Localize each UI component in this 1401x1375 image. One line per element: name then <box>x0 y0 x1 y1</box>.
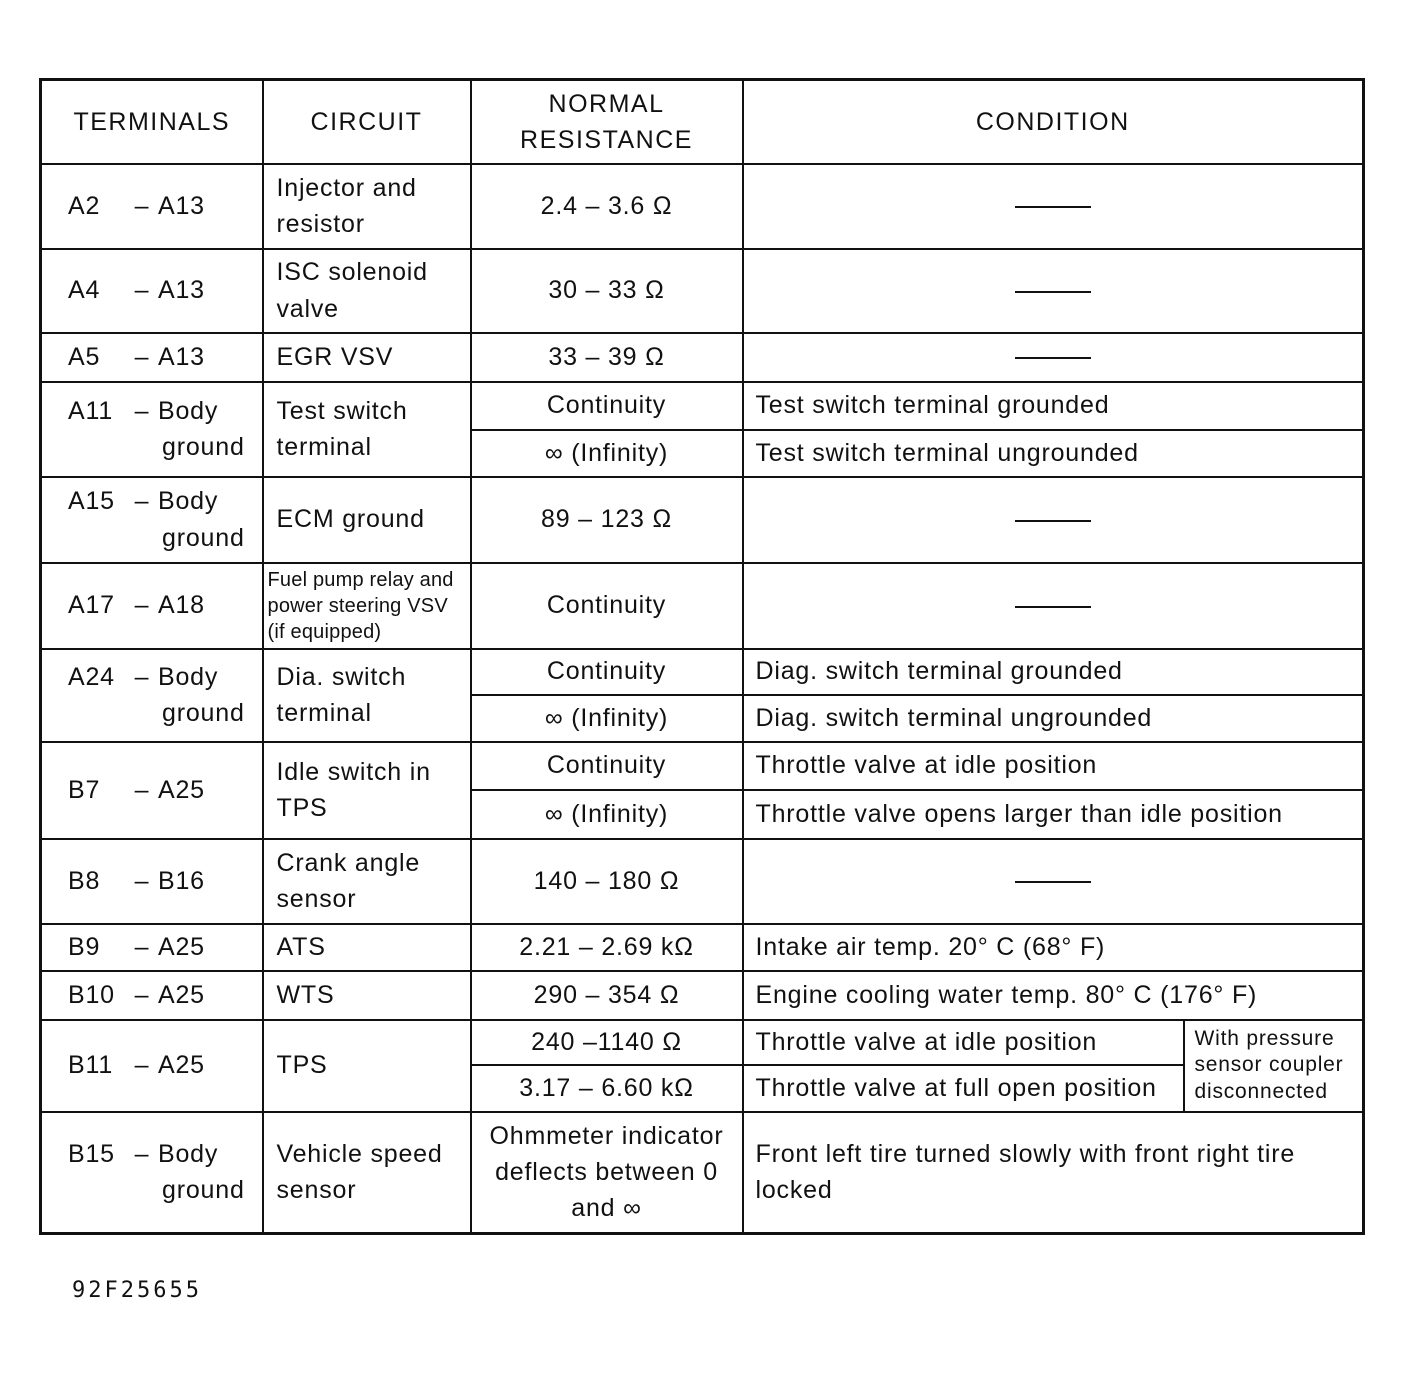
terminal-to: Body <box>158 396 219 425</box>
resistance-cell: 140 – 180 Ω <box>471 839 743 924</box>
header-terminals: TERMINALS <box>41 80 263 164</box>
terminal-cell: A5 – A13 <box>41 333 263 382</box>
no-condition-dash <box>1015 291 1091 293</box>
circuit-cell: TPS <box>263 1020 471 1112</box>
terminal-to: A25 <box>158 980 205 1009</box>
terminal-from: A11 <box>68 396 114 425</box>
terminal-resistance-table <box>39 78 1365 1235</box>
condition-cell <box>743 333 1364 382</box>
condition-cell <box>743 839 1364 924</box>
circuit-cell: Vehicle speed sensor <box>263 1112 471 1234</box>
no-condition-dash <box>1015 206 1091 208</box>
condition-cell <box>743 249 1364 333</box>
header-resistance-line1: NORMAL <box>548 89 665 118</box>
terminal-to-ground: ground <box>162 433 245 461</box>
terminal-to: Body <box>158 662 219 691</box>
terminal-from: A5 <box>68 342 101 371</box>
terminal-cell: A24 – Body ground <box>41 649 263 742</box>
terminal-from: B9 <box>68 932 101 961</box>
resistance-cell: 30 – 33 Ω <box>471 249 743 333</box>
terminal-cell: B10 – A25 <box>41 971 263 1020</box>
terminal-cell: B7 – A25 <box>41 742 263 839</box>
terminal-from: A2 <box>68 191 101 220</box>
table-row <box>41 1020 1364 1065</box>
terminal-cell: A4 – A13 <box>41 249 263 333</box>
resistance-cell: Continuity <box>471 382 743 430</box>
table-row <box>41 924 1364 971</box>
terminal-from: A17 <box>68 591 115 620</box>
condition-cell: Engine cooling water temp. 80° C (176° F) <box>743 971 1364 1020</box>
resistance-cell: 240 –1140 Ω <box>471 1020 743 1065</box>
table-row <box>41 249 1364 333</box>
terminal-to: B16 <box>158 866 205 895</box>
terminal-cell: B8 – B16 <box>41 839 263 924</box>
terminal-from: A15 <box>68 487 115 516</box>
terminal-to: A18 <box>158 591 205 620</box>
table-row <box>41 1112 1364 1234</box>
condition-cell: Test switch terminal grounded <box>743 382 1364 430</box>
condition-cell: Throttle valve at idle position <box>743 1020 1184 1065</box>
resistance-cell: Continuity <box>471 742 743 790</box>
circuit-cell: Crank angle sensor <box>263 839 471 924</box>
terminal-cell: A15 – Body ground <box>41 477 263 563</box>
circuit-cell: WTS <box>263 971 471 1020</box>
circuit-cell: ATS <box>263 924 471 971</box>
resistance-cell: Continuity <box>471 563 743 649</box>
table-row <box>41 839 1364 924</box>
condition-cell: Throttle valve opens larger than idle position <box>743 790 1364 839</box>
resistance-cell: Continuity <box>471 649 743 695</box>
condition-cell <box>743 563 1364 649</box>
terminal-to: A25 <box>158 1051 205 1080</box>
terminal-from: A24 <box>68 662 115 691</box>
condition-cell <box>743 164 1364 249</box>
header-circuit: CIRCUIT <box>263 80 471 164</box>
table-row <box>41 164 1364 249</box>
terminal-to: A13 <box>158 276 205 305</box>
condition-cell: Throttle valve at idle position <box>743 742 1364 790</box>
terminal-to-ground: ground <box>162 523 245 552</box>
table-row <box>41 971 1364 1020</box>
condition-cell: Diag. switch terminal ungrounded <box>743 695 1364 742</box>
resistance-cell: ∞ (Infinity) <box>471 790 743 839</box>
table-row <box>41 333 1364 382</box>
table-row <box>41 563 1364 649</box>
terminal-to: Body <box>158 487 219 516</box>
terminal-cell: B15 – Body ground <box>41 1112 263 1234</box>
condition-cell <box>743 477 1364 563</box>
terminal-from: B10 <box>68 980 115 1009</box>
condition-cell: Intake air temp. 20° C (68° F) <box>743 924 1364 971</box>
table-row <box>41 382 1364 430</box>
terminal-from: B11 <box>68 1051 114 1080</box>
resistance-cell: ∞ (Infinity) <box>471 695 743 742</box>
resistance-cell: 290 – 354 Ω <box>471 971 743 1020</box>
terminal-to: A13 <box>158 191 205 220</box>
terminal-from: B8 <box>68 866 101 895</box>
condition-cell: Test switch terminal ungrounded <box>743 430 1364 477</box>
condition-note-cell: With pressure sensor coupler disconnected <box>1184 1020 1364 1112</box>
condition-cell: Front left tire turned slowly with front right tire locked <box>743 1112 1364 1234</box>
circuit-cell: Idle switch in TPS <box>263 742 471 839</box>
terminal-to: A13 <box>158 342 205 371</box>
resistance-cell: 3.17 – 6.60 kΩ <box>471 1065 743 1112</box>
resistance-cell: ∞ (Infinity) <box>471 430 743 477</box>
header-row <box>41 80 1364 164</box>
terminal-from: B15 <box>68 1140 115 1168</box>
terminal-cell: B9 – A25 <box>41 924 263 971</box>
table-row <box>41 649 1364 695</box>
resistance-cell: 2.4 – 3.6 Ω <box>471 164 743 249</box>
table-row <box>41 742 1364 790</box>
terminal-cell: A11 – Body ground <box>41 382 263 477</box>
terminal-from: B7 <box>68 775 101 804</box>
terminal-to: Body <box>158 1140 219 1168</box>
no-condition-dash <box>1015 520 1091 522</box>
resistance-cell: Ohmmeter indicator deflects between 0 and ∞ <box>471 1112 743 1234</box>
terminal-cell: B11 – A25 <box>41 1020 263 1112</box>
resistance-table-container <box>39 78 1362 1235</box>
terminal-to-ground: ground <box>162 699 245 727</box>
terminal-cell: A17 – A18 <box>41 563 263 649</box>
resistance-cell: 33 – 39 Ω <box>471 333 743 382</box>
resistance-cell: 2.21 – 2.69 kΩ <box>471 924 743 971</box>
condition-cell: Throttle valve at full open position <box>743 1065 1184 1112</box>
terminal-from: A4 <box>68 276 101 305</box>
terminal-to-ground: ground <box>162 1176 245 1205</box>
condition-cell: Diag. switch terminal grounded <box>743 649 1364 695</box>
circuit-cell: EGR VSV <box>263 333 471 382</box>
resistance-cell: 89 – 123 Ω <box>471 477 743 563</box>
no-condition-dash <box>1015 881 1091 883</box>
circuit-cell: Dia. switch terminal <box>263 649 471 742</box>
terminal-to: A25 <box>158 775 205 804</box>
header-resistance-line2: RESISTANCE <box>520 125 693 154</box>
figure-id: 92F25655 <box>72 1278 202 1303</box>
header-normal-resistance <box>471 80 743 164</box>
table-row <box>41 477 1364 563</box>
no-condition-dash <box>1015 357 1091 359</box>
circuit-cell: ISC solenoid valve <box>263 249 471 333</box>
terminal-to: A25 <box>158 932 205 961</box>
terminal-cell: A2 – A13 <box>41 164 263 249</box>
header-condition: CONDITION <box>743 80 1364 164</box>
circuit-cell: Test switch terminal <box>263 382 471 477</box>
no-condition-dash <box>1015 606 1091 608</box>
circuit-cell: ECM ground <box>263 477 471 563</box>
circuit-cell: Fuel pump relay and power steering VSV (if equipped) <box>263 563 471 649</box>
circuit-cell: Injector and resistor <box>263 164 471 249</box>
